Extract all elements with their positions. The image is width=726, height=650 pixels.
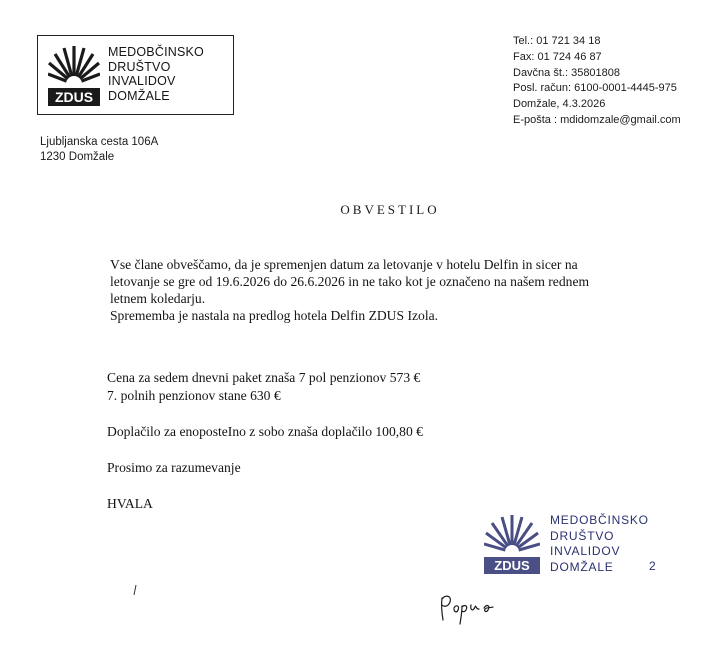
document-title: OBVESTILO: [340, 202, 440, 217]
closing-request: Prosimo za razumevanje: [107, 460, 241, 475]
address-street: Ljubljanska cesta 106A: [40, 136, 159, 148]
organization-address: [40, 135, 158, 165]
org-name-line: DOMŽALE: [108, 88, 170, 103]
stamp-line: INVALIDOV: [550, 544, 621, 558]
paragraph-line: letovanje se gre od 19.6.2026 do 26.6.2026 in ne tako kot je označeno na našem rednem: [110, 274, 590, 289]
full-board-price: 7. polnih penzionov stane 630 €: [107, 387, 281, 403]
contact-email: E-pošta : mdidomzale@gmail.com: [513, 113, 681, 126]
org-name-line: DRUŠTVO: [108, 59, 171, 74]
contact-tax-number: Davčna št.: 35801808: [513, 66, 621, 79]
single-room-supplement: Doplačilo za enoposteIno z sobo znaša doplačilo 100,80 €: [107, 424, 423, 439]
contact-phone: Tel.: 01 721 34 18: [513, 35, 601, 47]
document-date: Domžale, 4.3.2026: [513, 98, 606, 111]
thanks-line: HVALA: [107, 496, 153, 511]
stamp-line: DOMŽALE: [550, 559, 614, 574]
contact-fax: Fax: 01 724 46 87: [513, 50, 602, 63]
paragraph-line: letnem koledarju.: [110, 291, 206, 306]
contact-bank-account: Posl. račun: 6100-0001-4445-975: [513, 82, 677, 95]
organization-stamp: [484, 510, 684, 580]
org-name-line: MEDOBČINSKO: [108, 45, 204, 59]
notice-paragraph: [110, 256, 670, 324]
address-city: 1230 Domžale: [40, 151, 115, 163]
stray-pen-mark: [133, 585, 137, 595]
sunburst-logo-icon: [48, 44, 100, 106]
stamp-wordmark: ZDUS: [494, 558, 530, 573]
stamp-number: 2: [649, 559, 656, 573]
stamp-line: MEDOBČINSKO: [550, 513, 649, 527]
logo-wordmark: ZDUS: [54, 89, 94, 105]
contact-details: [513, 34, 681, 129]
org-name-line: INVALIDOV: [108, 74, 176, 88]
stamp-line: DRUŠTVO: [550, 528, 615, 543]
stamp-sunburst-icon: [484, 512, 540, 574]
half-board-price: Cena za sedem dnevni paket znaša 7 pol penzionov 573 €: [107, 370, 421, 385]
letterhead-logo-box: [37, 35, 234, 115]
organization-name: [108, 45, 204, 103]
price-info: [107, 369, 420, 404]
stamp-text: [550, 513, 649, 575]
paragraph-line: Vse člane obveščamo, da je spremenjen datum za letovanje v hotelu Delfin in sicer na: [110, 257, 578, 272]
handwritten-signature: [436, 590, 516, 630]
paragraph-line: Sprememba je nastala na predlog hotela Delfin ZDUS Izola.: [110, 308, 439, 323]
